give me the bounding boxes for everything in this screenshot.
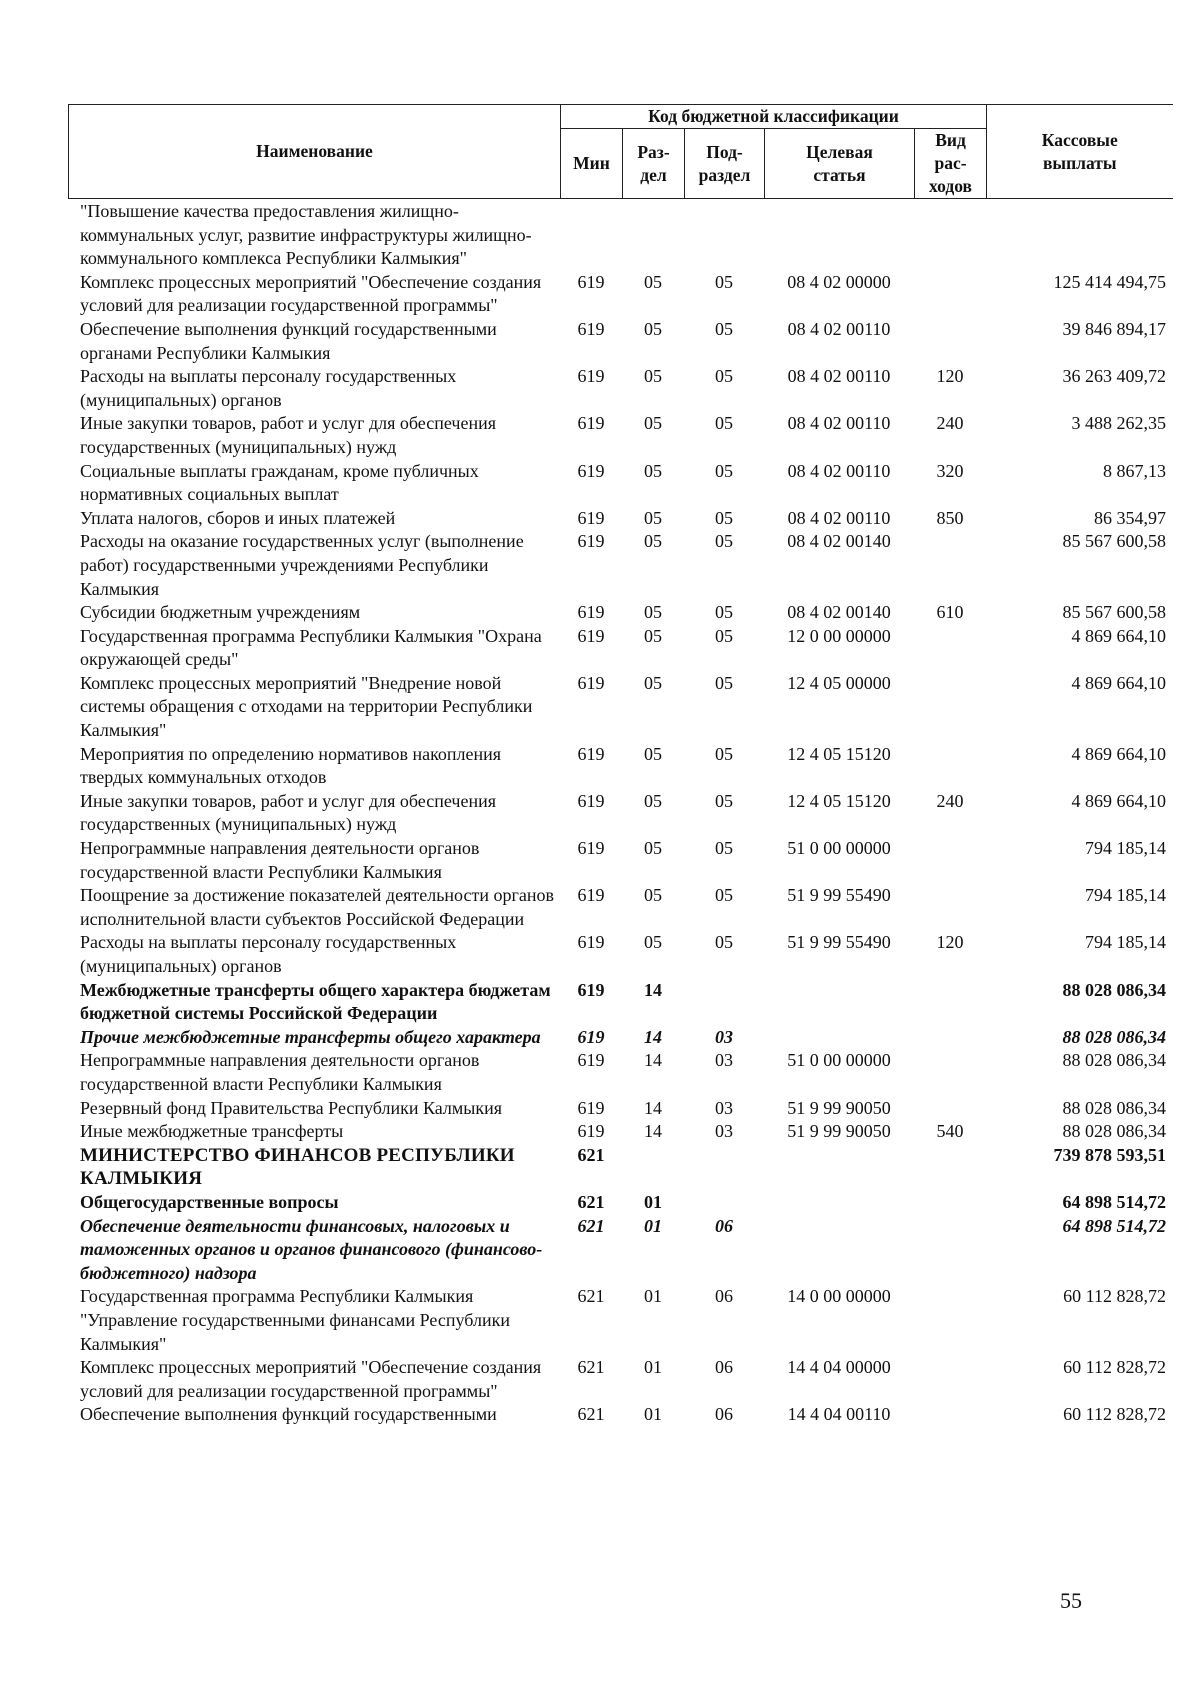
row-razdel: 14: [644, 1050, 662, 1071]
row-razdel: 05: [644, 531, 662, 552]
row-vid: 610: [936, 602, 964, 623]
row-celevaya: 08 4 02 00140: [787, 602, 891, 623]
row-amount: 8 867,13: [1103, 460, 1166, 481]
row-razdel: 05: [644, 790, 662, 811]
row-celevaya: 08 4 02 00110: [787, 507, 891, 528]
row-min: 619: [577, 743, 605, 764]
table-row: [68, 1215, 1172, 1286]
row-celevaya: 08 4 02 00110: [787, 318, 891, 339]
row-celevaya: 14 4 04 00000: [787, 1357, 891, 1378]
table-row: [68, 837, 1172, 884]
row-amount: 64 898 514,72: [1062, 1215, 1166, 1236]
row-celevaya: [764, 979, 914, 1026]
row-amount: 36 263 409,72: [1062, 366, 1166, 387]
row-min: 619: [577, 413, 605, 434]
row-celevaya: [764, 1215, 914, 1286]
row-razdel: 05: [644, 672, 662, 693]
header-vid: Вид рас- ходов: [915, 129, 987, 199]
row-min: 621: [577, 1215, 605, 1236]
row-podrazdel: 05: [715, 271, 733, 292]
row-min: 619: [577, 885, 605, 906]
row-amount: 60 112 828,72: [1063, 1357, 1166, 1378]
row-celevaya: 12 4 05 00000: [787, 672, 891, 693]
header-kod-group: Код бюджетной классификации: [561, 105, 987, 129]
row-name: Расходы на выплаты персоналу государственных (муниципальных) органов: [80, 366, 457, 410]
row-vid: [914, 979, 986, 1026]
table-row: [68, 365, 1172, 412]
row-name: МИНИСТЕРСТВО ФИНАНСОВ РЕСПУБЛИКИ КАЛМЫКИЯ: [80, 1144, 515, 1190]
row-podrazdel: 03: [715, 1097, 733, 1118]
row-amount: 39 846 894,17: [1062, 318, 1166, 339]
row-razdel: 05: [644, 625, 662, 646]
row-min: 619: [577, 625, 605, 646]
row-name: Резервный фонд Правительства Республики Калмыкия: [80, 1097, 503, 1118]
row-razdel: 05: [644, 460, 662, 481]
budget-table: [68, 200, 1172, 1427]
row-min: 619: [577, 271, 605, 292]
row-celevaya: 08 4 02 00140: [787, 531, 891, 552]
row-celevaya: 51 0 00 00000: [787, 838, 891, 859]
row-vid: [914, 530, 986, 601]
row-podrazdel: 06: [715, 1286, 733, 1307]
row-name: Государственная программа Республики Калмыкия "Охрана окружающей среды": [80, 625, 542, 670]
row-vid: 240: [936, 413, 964, 434]
row-razdel: 14: [644, 1097, 662, 1118]
row-min: 619: [577, 1121, 605, 1142]
row-name: Иные межбюджетные трансферты: [80, 1121, 344, 1142]
row-min: 619: [577, 1097, 605, 1118]
header-kassovye: Кассовые выплаты: [987, 105, 1173, 199]
row-podrazdel: 05: [715, 672, 733, 693]
table-row: [68, 979, 1172, 1026]
row-min: 619: [577, 838, 605, 859]
row-razdel: 05: [644, 602, 662, 623]
row-min: 621: [577, 1357, 605, 1378]
row-amount: 794 185,14: [1085, 932, 1166, 953]
row-podrazdel: [684, 979, 764, 1026]
row-name: Обеспечение выполнения функций государственными органами Республики Калмыкия: [80, 318, 497, 363]
row-min: 619: [577, 366, 605, 387]
row-vid: [914, 1026, 986, 1050]
table-row: [68, 507, 1172, 531]
row-vid: [914, 743, 986, 790]
row-name: Расходы на выплаты персоналу государственных (муниципальных) органов: [80, 932, 457, 976]
table-row: [68, 271, 1172, 318]
table-row: [68, 460, 1172, 507]
row-razdel: 01: [644, 1286, 662, 1307]
row-min: 619: [577, 979, 605, 1000]
row-amount: 125 414 494,75: [1053, 271, 1166, 292]
row-amount: 794 185,14: [1085, 838, 1166, 859]
row-celevaya: [764, 1144, 914, 1191]
table-row: [68, 1049, 1172, 1096]
row-min: 619: [577, 602, 605, 623]
row-razdel: 05: [644, 885, 662, 906]
row-amount: 85 567 600,58: [1062, 531, 1166, 552]
row-min: 621: [577, 1286, 605, 1307]
header-celevaya: Целевая статья: [765, 129, 915, 199]
row-podrazdel: 05: [715, 885, 733, 906]
row-min: 619: [577, 531, 605, 552]
table-row: [68, 1285, 1172, 1356]
row-podrazdel: 05: [715, 743, 733, 764]
row-name: Расходы на оказание государственных услуг (выполнение работ) государственными учреждениями Республики Калмыкия: [80, 531, 524, 599]
row-min: 619: [577, 507, 605, 528]
row-amount: 85 567 600,58: [1062, 602, 1166, 623]
row-celevaya: [764, 1191, 914, 1215]
row-name: Обеспечение выполнения функций государственными: [80, 1404, 497, 1425]
table-row: [68, 672, 1172, 743]
header-min: Мин: [561, 129, 623, 199]
row-amount: 794 185,14: [1085, 885, 1166, 906]
row-vid: 120: [936, 932, 964, 953]
row-celevaya: 08 4 02 00110: [787, 413, 891, 434]
row-razdel: 01: [644, 1215, 662, 1236]
row-razdel: 05: [644, 271, 662, 292]
row-vid: [914, 1191, 986, 1215]
row-amount: 60 112 828,72: [1063, 1286, 1166, 1307]
header-podrazdel: Под- раздел: [685, 129, 765, 199]
row-min: 619: [577, 932, 605, 953]
row-amount: 88 028 086,34: [1062, 979, 1166, 1000]
row-podrazdel: 05: [715, 413, 733, 434]
row-razdel: 05: [644, 838, 662, 859]
row-podrazdel: 05: [715, 602, 733, 623]
table-row: [68, 1403, 1172, 1427]
table-row: [68, 1120, 1172, 1144]
row-min: 619: [577, 318, 605, 339]
row-celevaya: 08 4 02 00110: [787, 366, 891, 387]
row-vid: [914, 1097, 986, 1121]
row-min: 621: [577, 1404, 605, 1425]
row-min: 619: [577, 1050, 605, 1071]
row-celevaya: 51 9 99 90050: [787, 1121, 891, 1142]
table-row: [68, 1356, 1172, 1403]
row-razdel: [622, 1144, 684, 1191]
table-row: [68, 412, 1172, 459]
row-amount: 3 488 262,35: [1071, 413, 1166, 434]
row-podrazdel: 05: [715, 507, 733, 528]
row-podrazdel: 05: [715, 366, 733, 387]
header-name: Наименование: [69, 105, 561, 199]
row-celevaya: 08 4 02 00000: [787, 271, 891, 292]
row-podrazdel: [684, 200, 764, 271]
row-razdel: 05: [644, 507, 662, 528]
row-razdel: 01: [644, 1404, 662, 1425]
row-celevaya: 12 4 05 15120: [787, 790, 891, 811]
row-podrazdel: [684, 1191, 764, 1215]
row-min: 619: [577, 790, 605, 811]
header-razdel: Раз- дел: [623, 129, 685, 199]
row-name: "Повышение качества предоставления жилищно-коммунальных услуг, развитие инфраструктуры жилищно-коммунального комплекса Республики Калмыкия": [80, 201, 532, 269]
row-razdel: [622, 200, 684, 271]
row-amount: 60 112 828,72: [1063, 1404, 1166, 1425]
row-celevaya: 12 4 05 15120: [787, 743, 891, 764]
row-name: Комплекс процессных мероприятий "Обеспечение создания условий для реализации государственной программы": [80, 271, 542, 316]
row-name: Прочие межбюджетные трансферты общего характера: [80, 1026, 541, 1047]
row-min: 619: [577, 460, 605, 481]
row-podrazdel: 06: [715, 1357, 733, 1378]
row-name: Иные закупки товаров, работ и услуг для обеспечения государственных (муниципальных) нужд: [80, 790, 496, 835]
row-amount: 88 028 086,34: [1062, 1121, 1166, 1142]
row-vid: [914, 271, 986, 318]
row-vid: [914, 200, 986, 271]
row-min: 619: [577, 1026, 605, 1047]
row-name: Мероприятия по определению нормативов накопления твердых коммунальных отходов: [80, 743, 502, 788]
row-name: Обеспечение деятельности финансовых, налоговых и таможенных органов и органов финансового (финансово-бюджетного) надзора: [80, 1215, 543, 1283]
table-row: [68, 884, 1172, 931]
row-amount: [986, 200, 1172, 271]
row-celevaya: 51 9 99 90050: [787, 1097, 891, 1118]
row-name: Комплекс процессных мероприятий "Внедрение новой системы обращения с отходами на территории Республики Калмыкия": [80, 672, 533, 741]
row-amount: 4 869 664,10: [1071, 743, 1166, 764]
row-min: [560, 200, 622, 271]
row-celevaya: [764, 200, 914, 271]
table-row: [68, 790, 1172, 837]
row-podrazdel: 06: [715, 1215, 733, 1236]
row-podrazdel: 05: [715, 318, 733, 339]
table-row: [68, 318, 1172, 365]
table-row: [68, 601, 1172, 625]
row-podrazdel: 03: [715, 1121, 733, 1142]
row-podrazdel: 06: [715, 1404, 733, 1425]
row-razdel: 01: [644, 1191, 662, 1212]
row-celevaya: 08 4 02 00110: [787, 460, 891, 481]
row-amount: 739 878 593,51: [1053, 1144, 1166, 1165]
row-name: Поощрение за достижение показателей деятельности органов исполнительной власти субъектов Российской Федерации: [80, 885, 554, 929]
row-vid: 540: [936, 1121, 964, 1142]
row-amount: 4 869 664,10: [1071, 625, 1166, 646]
row-name: Комплекс процессных мероприятий "Обеспечение создания условий для реализации государственной программы": [80, 1357, 542, 1401]
row-podrazdel: 05: [715, 838, 733, 859]
row-razdel: 05: [644, 366, 662, 387]
row-celevaya: 14 4 04 00110: [787, 1404, 891, 1425]
table-row: [68, 1144, 1172, 1191]
row-name: Непрограммные направления деятельности органов государственной власти Республики Калмыкия: [80, 838, 480, 882]
row-name: Общегосударственные вопросы: [80, 1191, 339, 1212]
row-vid: [914, 837, 986, 884]
row-name: Социальные выплаты гражданам, кроме публичных нормативных социальных выплат: [80, 460, 479, 505]
table-row: [68, 1191, 1172, 1215]
row-razdel: 05: [644, 318, 662, 339]
table-row: [68, 625, 1172, 672]
row-celevaya: [764, 1026, 914, 1050]
row-min: 619: [577, 672, 605, 693]
row-name: Субсидии бюджетным учреждениям: [80, 602, 361, 623]
row-podrazdel: 05: [715, 625, 733, 646]
row-name: Иные закупки товаров, работ и услуг для обеспечения государственных (муниципальных) нужд: [80, 413, 496, 457]
row-podrazdel: 05: [715, 932, 733, 953]
row-razdel: 05: [644, 413, 662, 434]
row-podrazdel: 05: [715, 460, 733, 481]
row-name: Межбюджетные трансферты общего характера бюджетам бюджетной системы Российской Федерации: [80, 979, 551, 1024]
row-vid: [914, 1049, 986, 1096]
table-row: [68, 931, 1172, 978]
row-vid: [914, 1285, 986, 1356]
row-vid: [914, 625, 986, 672]
row-razdel: 14: [644, 1121, 662, 1142]
page-number: 55: [1060, 1588, 1082, 1613]
row-podrazdel: 03: [715, 1050, 733, 1071]
row-min: 621: [577, 1191, 605, 1212]
row-vid: [914, 1356, 986, 1403]
row-vid: [914, 318, 986, 365]
row-amount: 4 869 664,10: [1071, 790, 1166, 811]
row-name: Уплата налогов, сборов и иных платежей: [80, 507, 396, 528]
row-celevaya: 14 0 00 00000: [787, 1286, 891, 1307]
row-amount: 64 898 514,72: [1062, 1191, 1166, 1212]
row-amount: 4 869 664,10: [1071, 672, 1166, 693]
table-row: [68, 200, 1172, 271]
row-vid: [914, 672, 986, 743]
row-celevaya: 12 0 00 00000: [787, 625, 891, 646]
table-row: [68, 1097, 1172, 1121]
table-row: [68, 743, 1172, 790]
row-razdel: 01: [644, 1357, 662, 1378]
table-header: [68, 104, 1173, 199]
row-vid: [914, 884, 986, 931]
row-amount: 88 028 086,34: [1062, 1050, 1166, 1071]
row-podrazdel: 05: [715, 531, 733, 552]
row-razdel: 14: [644, 1026, 662, 1047]
row-vid: 120: [936, 366, 964, 387]
row-vid: 850: [936, 507, 964, 528]
row-name: Непрограммные направления деятельности органов государственной власти Республики Калмыкия: [80, 1050, 480, 1094]
row-min: 621: [577, 1144, 605, 1165]
row-vid: [914, 1403, 986, 1427]
row-celevaya: 51 9 99 55490: [787, 932, 891, 953]
row-podrazdel: 03: [715, 1026, 733, 1047]
row-razdel: 14: [644, 979, 662, 1000]
row-name: Государственная программа Республики Калмыкия "Управление государственными финансами Республики Калмыкия": [80, 1286, 510, 1354]
row-amount: 88 028 086,34: [1062, 1026, 1166, 1047]
row-vid: [914, 1215, 986, 1286]
row-vid: 320: [936, 460, 964, 481]
row-razdel: 05: [644, 932, 662, 953]
row-razdel: 05: [644, 743, 662, 764]
row-vid: 240: [936, 790, 964, 811]
row-celevaya: 51 0 00 00000: [787, 1050, 891, 1071]
table-row: [68, 1026, 1172, 1050]
row-vid: [914, 1144, 986, 1191]
row-amount: 86 354,97: [1094, 507, 1166, 528]
row-amount: 88 028 086,34: [1062, 1097, 1166, 1118]
row-celevaya: 51 9 99 55490: [787, 885, 891, 906]
table-row: [68, 530, 1172, 601]
row-podrazdel: [684, 1144, 764, 1191]
row-podrazdel: 05: [715, 790, 733, 811]
